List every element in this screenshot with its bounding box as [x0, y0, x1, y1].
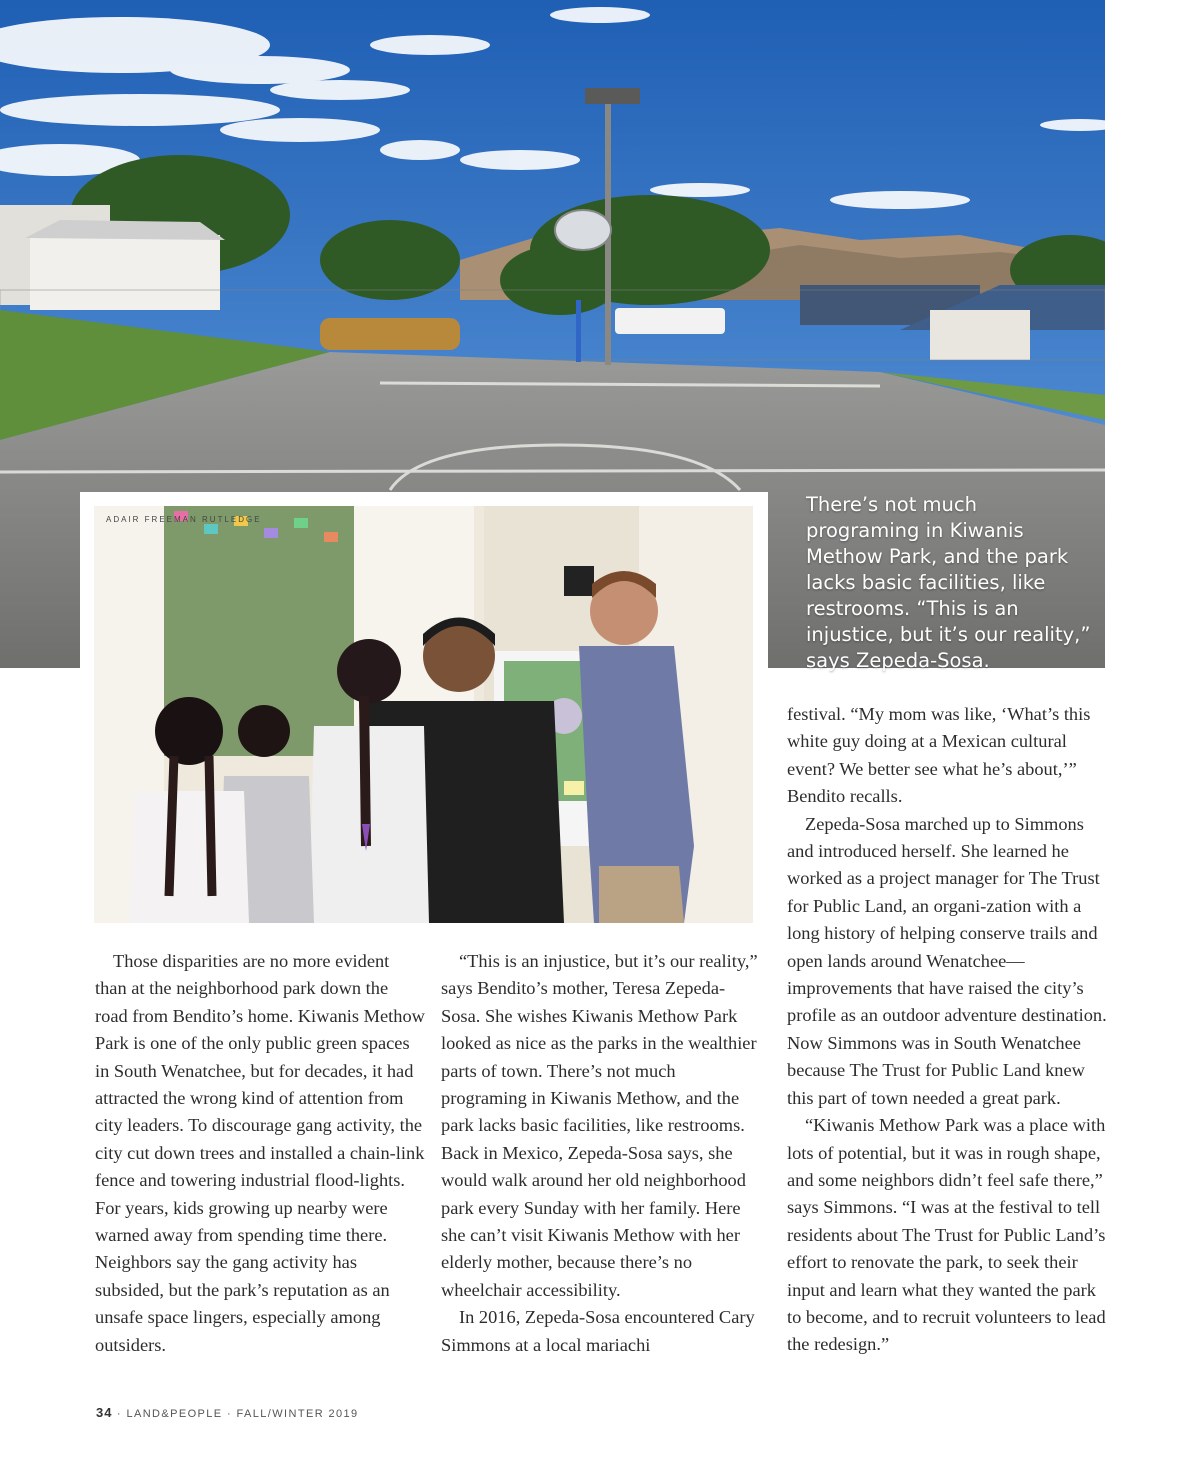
- paragraph: festival. “My mom was like, ‘What’s this white guy doing at a Mexican cultural event? We better see what he’s about,’” Bendito recalls.: [787, 704, 1091, 807]
- page-footer: [96, 1405, 359, 1420]
- photo-credit: ADAIR FREEMAN RUTLEDGE: [106, 515, 262, 524]
- article-column-3: [787, 701, 1112, 1359]
- community-meeting-photo: [94, 506, 753, 923]
- page-number: 34: [96, 1405, 113, 1420]
- paragraph: In 2016, Zepeda-Sosa encountered Cary Simmons at a local mariachi: [441, 1307, 755, 1355]
- publication-info: · LAND&PEOPLE · FALL/WINTER 2019: [112, 1408, 359, 1420]
- paragraph: “Kiwanis Methow Park was a place with lots of potential, but it was in rough shape, and some neighbors didn’t feel safe there,” says Simmons. “I was at the festival to tell residents about The Trust for Public Land’s effort to renovate the park, to seek their input and learn what they wanted the park to become, and to recruit volunteers to lead the redesign.”: [787, 1115, 1106, 1355]
- paragraph: Those disparities are no more evident than at the neighborhood park down the road from Bendito’s home. Kiwanis Methow Park is one of the only public green spaces in South Wenatchee, but for decades, it had attracted the wrong kind of attention from city leaders. To discourage gang activity, the city cut down trees and installed a chain-link fence and towering industrial flood-lights. For years, kids growing up nearby were warned away from spending time there. Neighbors say the gang activity has subsided, but the park’s reputation as an unsafe space lingers, especially among outsiders.: [95, 951, 425, 1355]
- article-column-2: [441, 948, 761, 1359]
- article-column-1: [95, 948, 425, 1359]
- paragraph: “This is an injustice, but it’s our reality,” says Bendito’s mother, Teresa Zepeda-Sosa. She wishes Kiwanis Methow Park looked as nice as the parks in the wealthier parts of town. There’s not much programing in Kiwanis Methow, and the park lacks basic facilities, like restrooms. Back in Mexico, Zepeda-Sosa says, she would walk around her old neighborhood park every Sunday with her family. Here she can’t visit Kiwanis Methow with her elderly mother, because there’s no wheelchair accessibility.: [441, 951, 758, 1300]
- paragraph: Zepeda-Sosa marched up to Simmons and introduced herself. She learned he worked as a project manager for The Trust for Public Land, an organi-zation with a long history of helping conserve trails and open lands around Wenatchee—improvements that have raised the city’s profile as an outdoor adventure destination. Now Simmons was in South Wenatchee because The Trust for Public Land knew this part of town needed a great park.: [787, 813, 1107, 1108]
- photo-caption: There’s not much programing in Kiwanis Methow Park, and the park lacks basic facilities, like restrooms. “This is an injustice, but it’s our reality,” says Zepeda-Sosa.: [806, 493, 1091, 672]
